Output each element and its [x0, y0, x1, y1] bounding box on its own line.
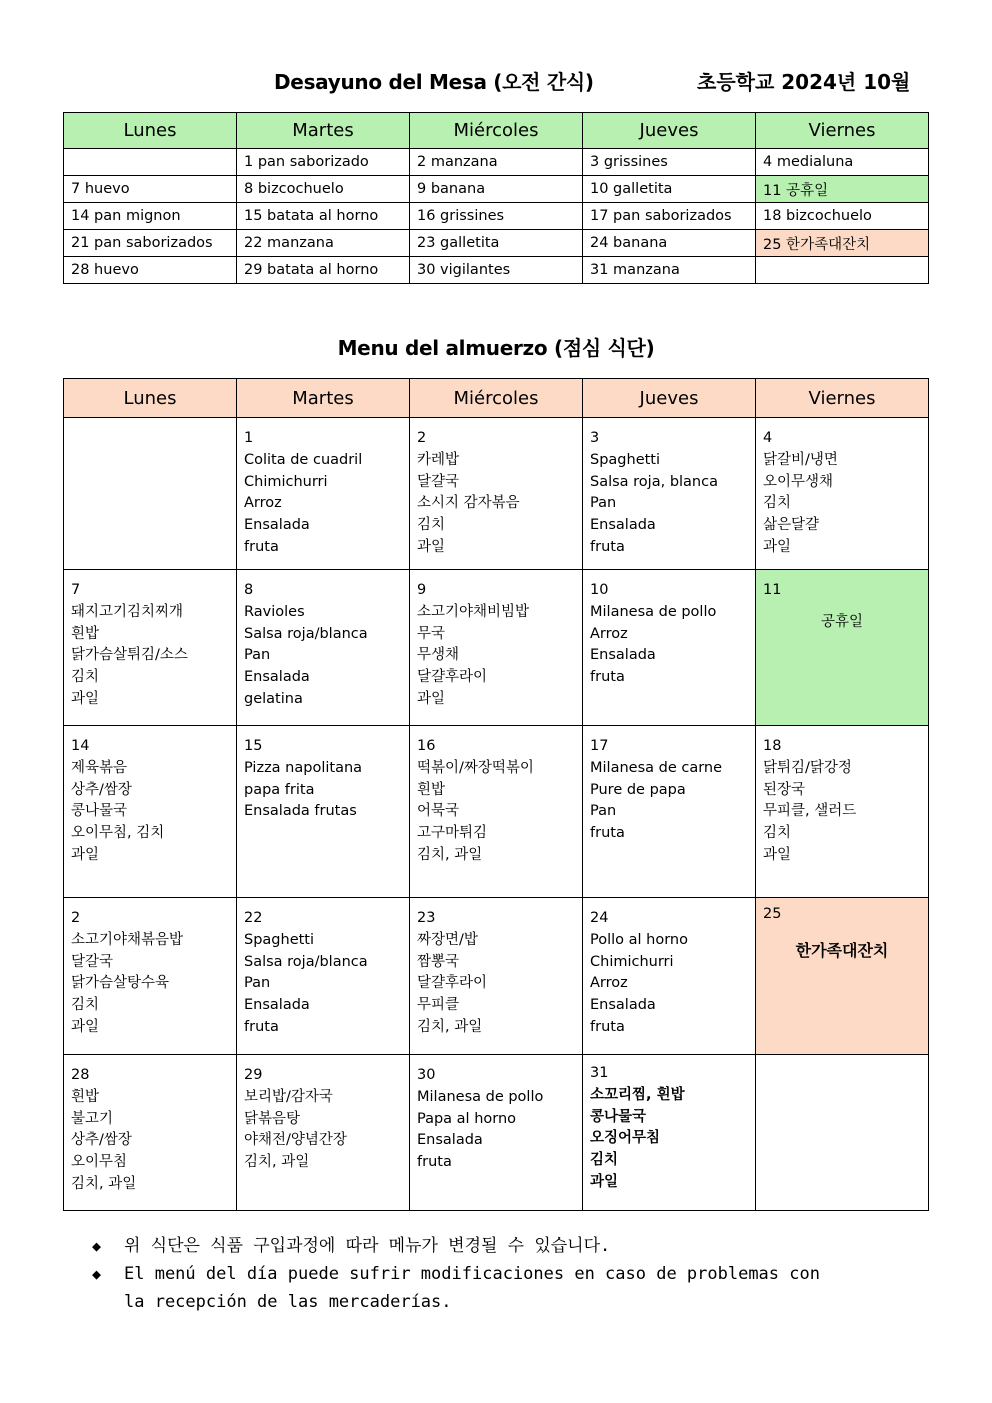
- menu-item: Salsa roja, blanca: [590, 473, 718, 490]
- menu-item: Ravioles: [244, 603, 305, 620]
- menu-item: Salsa roja/blanca: [244, 953, 368, 970]
- header-viernes: Viernes: [756, 113, 929, 149]
- menu-item: Papa al horno: [417, 1110, 517, 1127]
- menu-item: papa frita: [244, 781, 315, 798]
- lunch-cell: [64, 1055, 237, 1211]
- breakfast-header-row: [64, 113, 929, 149]
- menu-item: Pan: [244, 647, 271, 664]
- breakfast-cell: [756, 257, 929, 284]
- day-number: 15: [244, 738, 263, 754]
- menu-item: 오이무생채: [763, 473, 834, 490]
- lunch-row: [64, 418, 929, 570]
- breakfast-cell: 24 banana: [583, 230, 756, 257]
- menu-item: fruta: [590, 1018, 625, 1035]
- menu-item: Ensalada: [590, 517, 656, 534]
- header-martes: Martes: [237, 379, 410, 418]
- lunch-cell: [237, 1055, 410, 1211]
- breakfast-cell: 15 batata al horno: [237, 203, 410, 230]
- lunch-cell: [410, 418, 583, 570]
- lunch-cell: [237, 570, 410, 726]
- menu-item: Pollo al horno: [590, 931, 688, 948]
- menu-item: Ensalada: [417, 1132, 483, 1149]
- menu-item: 야채전/양념간장: [244, 1132, 347, 1149]
- lunch-cell-empty: [64, 418, 237, 570]
- menu-item: 달걀후라이: [417, 669, 488, 686]
- menu-item: Ensalada: [590, 997, 656, 1014]
- menu-item: 김치, 과일: [244, 1154, 310, 1171]
- note-text: El menú del día puede sufrir modificaciones en caso de problemas con: [124, 1264, 820, 1284]
- day-number: 2: [71, 910, 81, 926]
- lunch-cell: [583, 418, 756, 570]
- note-korean: [92, 1232, 820, 1260]
- day-number: 9: [417, 582, 427, 598]
- menu-item: fruta: [590, 669, 625, 686]
- menu-item: 닭가슴살탕수육: [71, 975, 170, 992]
- menu-item: 김치: [763, 495, 792, 512]
- day-number: 7: [71, 582, 81, 598]
- menu-item: 흰밥: [71, 1088, 100, 1105]
- breakfast-cell: 18 bizcochuelo: [756, 203, 929, 230]
- menu-item: Arroz: [590, 625, 628, 642]
- header-lunes: Lunes: [64, 113, 237, 149]
- menu-item: 떡볶이/짜장떡볶이: [417, 759, 534, 776]
- menu-item: fruta: [417, 1154, 452, 1171]
- menu-item: 오이무침: [71, 1154, 128, 1171]
- menu-item: 김치, 과일: [71, 1175, 137, 1192]
- menu-item: 소시지 감자볶음: [417, 495, 520, 512]
- day-number: 24: [590, 910, 609, 926]
- lunch-cell-festival: [756, 898, 929, 1055]
- menu-item: 닭갈비/냉면: [763, 451, 838, 468]
- day-number: 18: [763, 738, 782, 754]
- breakfast-cell: 3 grissines: [583, 149, 756, 176]
- breakfast-row: [64, 203, 929, 230]
- lunch-row: [64, 570, 929, 726]
- holiday-label: 공휴일: [820, 613, 864, 630]
- menu-item: Chimichurri: [590, 953, 674, 970]
- menu-item: 오징어무침: [590, 1130, 661, 1147]
- header-lunes: Lunes: [64, 379, 237, 418]
- day-number: 1: [244, 430, 254, 446]
- lunch-cell: [410, 898, 583, 1055]
- menu-item: 과일: [71, 846, 100, 863]
- menu-item: Chimichurri: [244, 473, 328, 490]
- menu-item: 고구마튀김: [417, 825, 488, 842]
- lunch-row: [64, 1055, 929, 1211]
- menu-item: 김치: [71, 669, 100, 686]
- menu-item: Ensalada: [244, 669, 310, 686]
- menu-item: 콩나물국: [71, 803, 128, 820]
- day-number: 31: [590, 1065, 609, 1081]
- lunch-cell: [583, 898, 756, 1055]
- lunch-cell-holiday: [756, 570, 929, 726]
- menu-item: 김치, 과일: [417, 846, 483, 863]
- school-month-label: 초등학교 2024년 10월: [697, 70, 911, 94]
- breakfast-row: [64, 257, 929, 284]
- lunch-cell: [64, 726, 237, 898]
- menu-item: Pan: [590, 495, 617, 512]
- menu-item: 과일: [71, 1018, 100, 1035]
- day-number: 16: [417, 738, 436, 754]
- menu-item: 불고기: [71, 1110, 114, 1127]
- day-number: 3: [590, 430, 600, 446]
- menu-item: Milanesa de pollo: [417, 1088, 544, 1105]
- lunch-cell: [410, 726, 583, 898]
- menu-item: 카레밥: [417, 451, 460, 468]
- day-number: 8: [244, 582, 254, 598]
- menu-item: Spaghetti: [590, 451, 661, 468]
- menu-item: 김치: [71, 997, 100, 1014]
- menu-item: 소고기야채비빔밥: [417, 603, 530, 620]
- lunch-title: Menu del almuerzo (점심 식단): [337, 336, 655, 360]
- day-number: 28: [71, 1067, 90, 1083]
- menu-item: 과일: [763, 846, 792, 863]
- menu-item: 과일: [417, 538, 446, 555]
- menu-item: 닭튀김/닭강정: [763, 759, 852, 776]
- menu-item: 무피클: [417, 997, 460, 1014]
- header-jueves: Jueves: [583, 379, 756, 418]
- menu-item: 달걀후라이: [417, 975, 488, 992]
- menu-item: Ensalada: [590, 647, 656, 664]
- day-number: 4: [763, 430, 773, 446]
- menu-item: 과일: [71, 690, 100, 707]
- menu-item: 된장국: [763, 781, 806, 798]
- breakfast-cell: 10 galletita: [583, 176, 756, 203]
- lunch-row: [64, 726, 929, 898]
- menu-item: 김치, 과일: [417, 1018, 483, 1035]
- lunch-table: [63, 378, 929, 1211]
- menu-item: Arroz: [244, 495, 282, 512]
- header-miercoles: Miércoles: [410, 113, 583, 149]
- menu-item: fruta: [244, 538, 279, 555]
- header-jueves: Jueves: [583, 113, 756, 149]
- day-number: 23: [417, 910, 436, 926]
- lunch-cell: [64, 898, 237, 1055]
- breakfast-title: Desayuno del Mesa (오전 간식): [274, 70, 594, 94]
- lunch-cell: [237, 418, 410, 570]
- menu-item: 돼지고기김치찌개: [71, 603, 184, 620]
- menu-item: Ensalada frutas: [244, 803, 357, 820]
- lunch-header-row: [64, 379, 929, 418]
- lunch-cell: [583, 570, 756, 726]
- menu-item: Pure de papa: [590, 781, 686, 798]
- day-number: 22: [244, 910, 263, 926]
- note-text: 위 식단은 식품 구입과정에 따라 메뉴가 변경될 수 있습니다.: [124, 1236, 611, 1256]
- day-number: 29: [244, 1067, 263, 1083]
- lunch-cell: [756, 418, 929, 570]
- breakfast-cell: 23 galletita: [410, 230, 583, 257]
- lunch-cell-empty: [756, 1055, 929, 1211]
- menu-item: 삶은달걀: [763, 517, 820, 534]
- diamond-bullet-icon: ◆: [92, 1265, 102, 1283]
- breakfast-cell: 1 pan saborizado: [237, 149, 410, 176]
- menu-item: 짜장면/밥: [417, 931, 478, 948]
- lunch-row: [64, 898, 929, 1055]
- note-spanish-continued: la recepción de las mercaderías.: [124, 1292, 452, 1312]
- lunch-cell: [237, 726, 410, 898]
- menu-item: 소고기야채볶음밥: [71, 931, 184, 948]
- breakfast-cell: 9 banana: [410, 176, 583, 203]
- menu-item: Milanesa de pollo: [590, 603, 717, 620]
- breakfast-cell: 2 manzana: [410, 149, 583, 176]
- menu-item: 콩나물국: [590, 1108, 647, 1125]
- menu-item: Spaghetti: [244, 931, 315, 948]
- menu-item: Colita de cuadril: [244, 451, 363, 468]
- lunch-cell: [756, 726, 929, 898]
- lunch-cell: [410, 1055, 583, 1211]
- header-martes: Martes: [237, 113, 410, 149]
- menu-item: 흰밥: [71, 625, 100, 642]
- lunch-cell: [410, 570, 583, 726]
- breakfast-cell: 7 huevo: [64, 176, 237, 203]
- lunch-cell: [237, 898, 410, 1055]
- menu-item: 흰밥: [417, 781, 446, 798]
- menu-item: fruta: [244, 1018, 279, 1035]
- breakfast-row: [64, 230, 929, 257]
- menu-item: fruta: [590, 825, 625, 842]
- menu-item: 과일: [590, 1173, 619, 1190]
- lunch-cell: [583, 726, 756, 898]
- menu-item: 과일: [417, 690, 446, 707]
- menu-item: 오이무침, 김치: [71, 825, 165, 842]
- menu-item: Pizza napolitana: [244, 759, 363, 776]
- menu-item: Salsa roja/blanca: [244, 625, 368, 642]
- day-number: 17: [590, 738, 609, 754]
- breakfast-cell: 21 pan saborizados: [64, 230, 237, 257]
- day-number: 25: [763, 906, 782, 922]
- breakfast-cell: 17 pan saborizados: [583, 203, 756, 230]
- menu-item: Milanesa de carne: [590, 759, 723, 776]
- menu-item: Pan: [244, 975, 271, 992]
- menu-item: 어묵국: [417, 803, 460, 820]
- breakfast-cell: 29 batata al horno: [237, 257, 410, 284]
- menu-item: 보리밥/감자국: [244, 1088, 333, 1105]
- menu-item: 소꼬리찜, 흰밥: [590, 1086, 685, 1103]
- diamond-bullet-icon: ◆: [92, 1237, 102, 1255]
- menu-item: Ensalada: [244, 997, 310, 1014]
- day-number: 30: [417, 1067, 436, 1083]
- day-number: 11: [763, 582, 782, 598]
- lunch-cell: [583, 1055, 756, 1211]
- notes: [92, 1232, 820, 1316]
- breakfast-row: [64, 176, 929, 203]
- menu-item: 달갈국: [71, 953, 114, 970]
- breakfast-cell: 16 grissines: [410, 203, 583, 230]
- breakfast-row: [64, 149, 929, 176]
- breakfast-cell: [64, 149, 237, 176]
- header-miercoles: Miércoles: [410, 379, 583, 418]
- day-number: 14: [71, 738, 90, 754]
- menu-item: 닭가슴살튀김/소스: [71, 647, 188, 664]
- note-spanish: [92, 1260, 820, 1288]
- breakfast-cell-festival: 25 한가족대잔치: [756, 230, 929, 257]
- menu-item: 상추/쌈장: [71, 781, 132, 798]
- menu-item: 달걀국: [417, 473, 460, 490]
- breakfast-cell: 4 medialuna: [756, 149, 929, 176]
- breakfast-cell: 8 bizcochuelo: [237, 176, 410, 203]
- menu-item: Pan: [590, 803, 617, 820]
- menu-item: Ensalada: [244, 517, 310, 534]
- breakfast-cell-holiday: 11 공휴일: [756, 176, 929, 203]
- menu-item: 김치: [590, 1152, 619, 1169]
- menu-item: 김치: [417, 517, 446, 534]
- menu-item: 짬뽕국: [417, 953, 460, 970]
- header-viernes: Viernes: [756, 379, 929, 418]
- breakfast-cell: 28 huevo: [64, 257, 237, 284]
- menu-item: 김치: [763, 825, 792, 842]
- day-number: 10: [590, 582, 609, 598]
- menu-item: 상추/쌈장: [71, 1132, 132, 1149]
- festival-label: 한가족대잔치: [795, 940, 889, 960]
- menu-item: 과일: [763, 538, 792, 555]
- breakfast-cell: 31 manzana: [583, 257, 756, 284]
- menu-item: Arroz: [590, 975, 628, 992]
- lunch-cell: [64, 570, 237, 726]
- breakfast-cell: 14 pan mignon: [64, 203, 237, 230]
- menu-item: 닭볶음탕: [244, 1110, 301, 1127]
- breakfast-table: [63, 112, 929, 284]
- menu-item: 무국: [417, 625, 446, 642]
- menu-item: fruta: [590, 538, 625, 555]
- menu-item: 무피클, 샐러드: [763, 803, 857, 820]
- breakfast-cell: 30 vigilantes: [410, 257, 583, 284]
- breakfast-cell: 22 manzana: [237, 230, 410, 257]
- menu-item: 제육볶음: [71, 759, 128, 776]
- day-number: 2: [417, 430, 427, 446]
- menu-item: gelatina: [244, 690, 303, 707]
- menu-item: 무생채: [417, 647, 460, 664]
